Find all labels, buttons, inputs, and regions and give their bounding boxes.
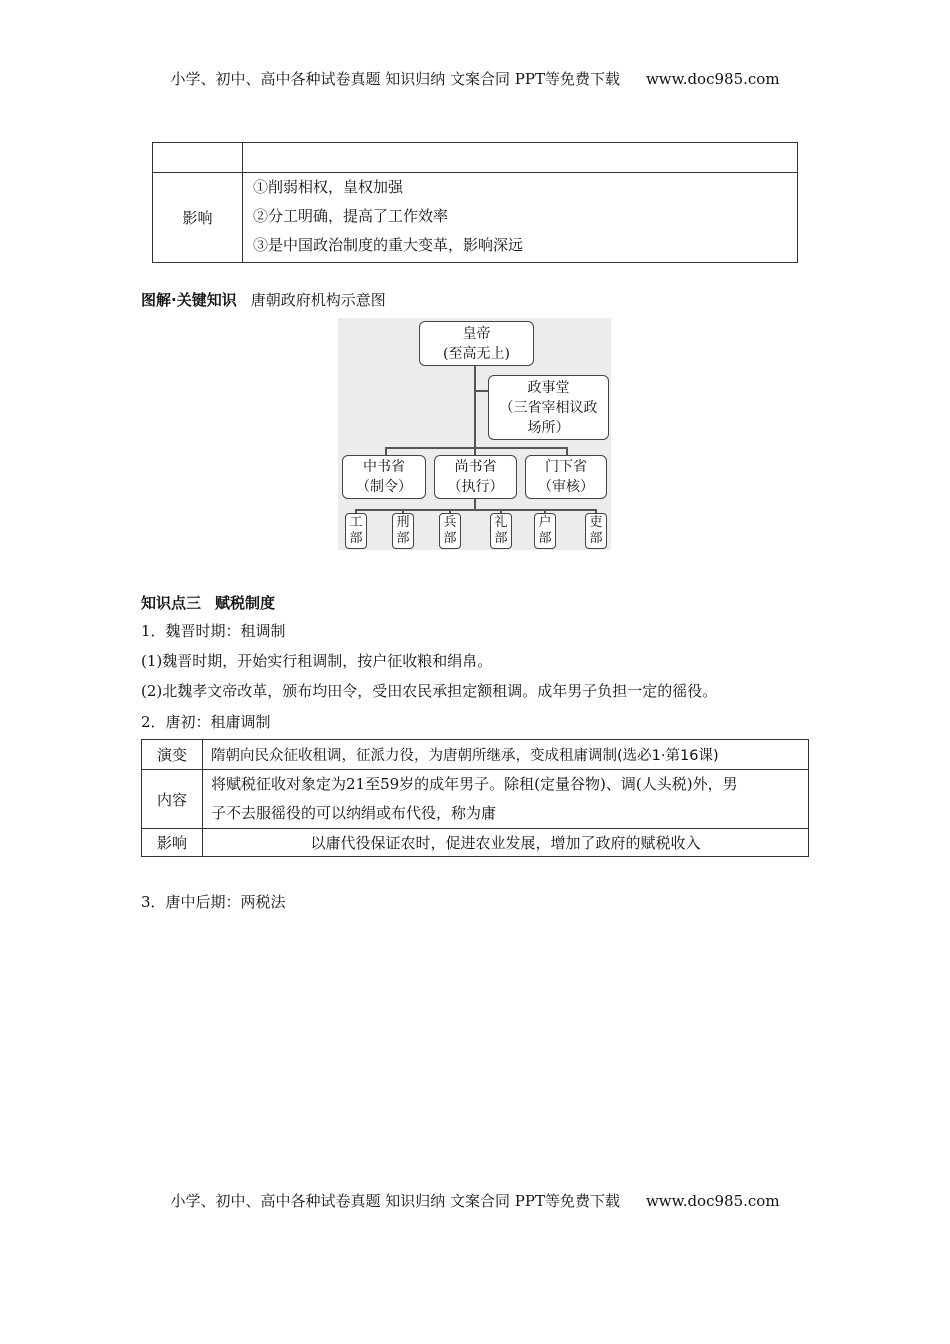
province-name: 门下省 (545, 459, 587, 475)
page-header (0, 68, 950, 89)
diagram-section-label (141, 289, 386, 310)
paragraph: 3．唐中后期：两税法 (141, 893, 286, 911)
section-number: 知识点三 (141, 594, 202, 612)
ministry-box-gong: 工 部 (345, 513, 367, 549)
header-text: 小学、初中、高中各种试卷真题 知识归纳 文案合同 PPT等免费下载 (170, 70, 620, 88)
province-name: 中书省 (363, 459, 405, 475)
paragraph: 2．唐初：租庸调制 (141, 713, 271, 731)
ministry-box-li-personnel: 吏 部 (585, 513, 607, 549)
impact-label: 影响 (153, 173, 243, 263)
header-url[interactable]: www.doc985.com (645, 70, 780, 88)
province-note: （制令） (356, 479, 412, 495)
emperor-note: (至高无上) (443, 346, 510, 362)
council-note: （三省宰相议政 (499, 400, 598, 416)
province-box-shangshu (434, 455, 517, 499)
row-content: 隋朝向民众征收租调，征派力役，为唐朝所继承，变成租庸调制(选必1·第16课) (203, 740, 809, 770)
emperor-name: 皇帝 (462, 326, 491, 342)
ministry-box-li-rites: 礼 部 (490, 513, 512, 549)
ministry-box-xing: 刑 部 (392, 513, 414, 549)
province-name: 尚书省 (454, 459, 497, 475)
impact-item: ③是中国政治制度的重大变革，影响深远 (253, 236, 524, 254)
paragraph: 1．魏晋时期：租调制 (141, 622, 286, 640)
impact-item: ②分工明确，提高了工作效率 (253, 207, 449, 225)
section-tag: 图解·关键知识 (141, 291, 237, 309)
tax-system-table (141, 739, 809, 857)
reform-impact-table (152, 142, 798, 263)
page-footer (0, 1190, 950, 1211)
emperor-box (419, 321, 534, 366)
province-note: （审核） (538, 479, 594, 495)
connector-line (355, 509, 597, 511)
section-title (141, 592, 275, 613)
council-note: 场所） (527, 420, 570, 436)
row-content-line: 将赋税征收对象定为21至59岁的成年男子。除租(定量谷物)、调(人头税)外，男 (211, 775, 738, 793)
diagram-caption: 唐朝政府机构示意图 (250, 291, 386, 309)
row-content-line: 子不去服徭役的可以纳绢或布代役，称为庸 (211, 804, 497, 822)
council-name: 政事堂 (527, 380, 570, 396)
province-box-menxia (525, 455, 607, 499)
footer-url[interactable]: www.doc985.com (645, 1192, 780, 1210)
row-label: 内容 (142, 770, 203, 829)
province-note: （执行） (447, 479, 504, 495)
province-box-zhongshu (342, 455, 426, 499)
ministry-box-bing: 兵 部 (439, 513, 461, 549)
impact-item: ①削弱相权，皇权加强 (253, 178, 404, 196)
row-label: 演变 (142, 740, 203, 770)
council-box (488, 375, 609, 440)
row-content: 以庸代役保证农时，促进农业发展，增加了政府的赋税收入 (203, 829, 809, 857)
ministry-box-hu: 户 部 (534, 513, 556, 549)
paragraph: (1)魏晋时期，开始实行租调制，按户征收粮和绢帛。 (141, 652, 493, 670)
section-name: 赋税制度 (215, 594, 276, 612)
connector-line (474, 366, 476, 448)
row-label: 影响 (142, 829, 203, 857)
connector-line (385, 447, 568, 449)
footer-text: 小学、初中、高中各种试卷真题 知识归纳 文案合同 PPT等免费下载 (170, 1192, 620, 1210)
paragraph: (2)北魏孝文帝改革，颁布均田令，受田农民承担定额租调。成年男子负担一定的徭役。 (141, 682, 718, 700)
tang-government-diagram (338, 318, 611, 550)
